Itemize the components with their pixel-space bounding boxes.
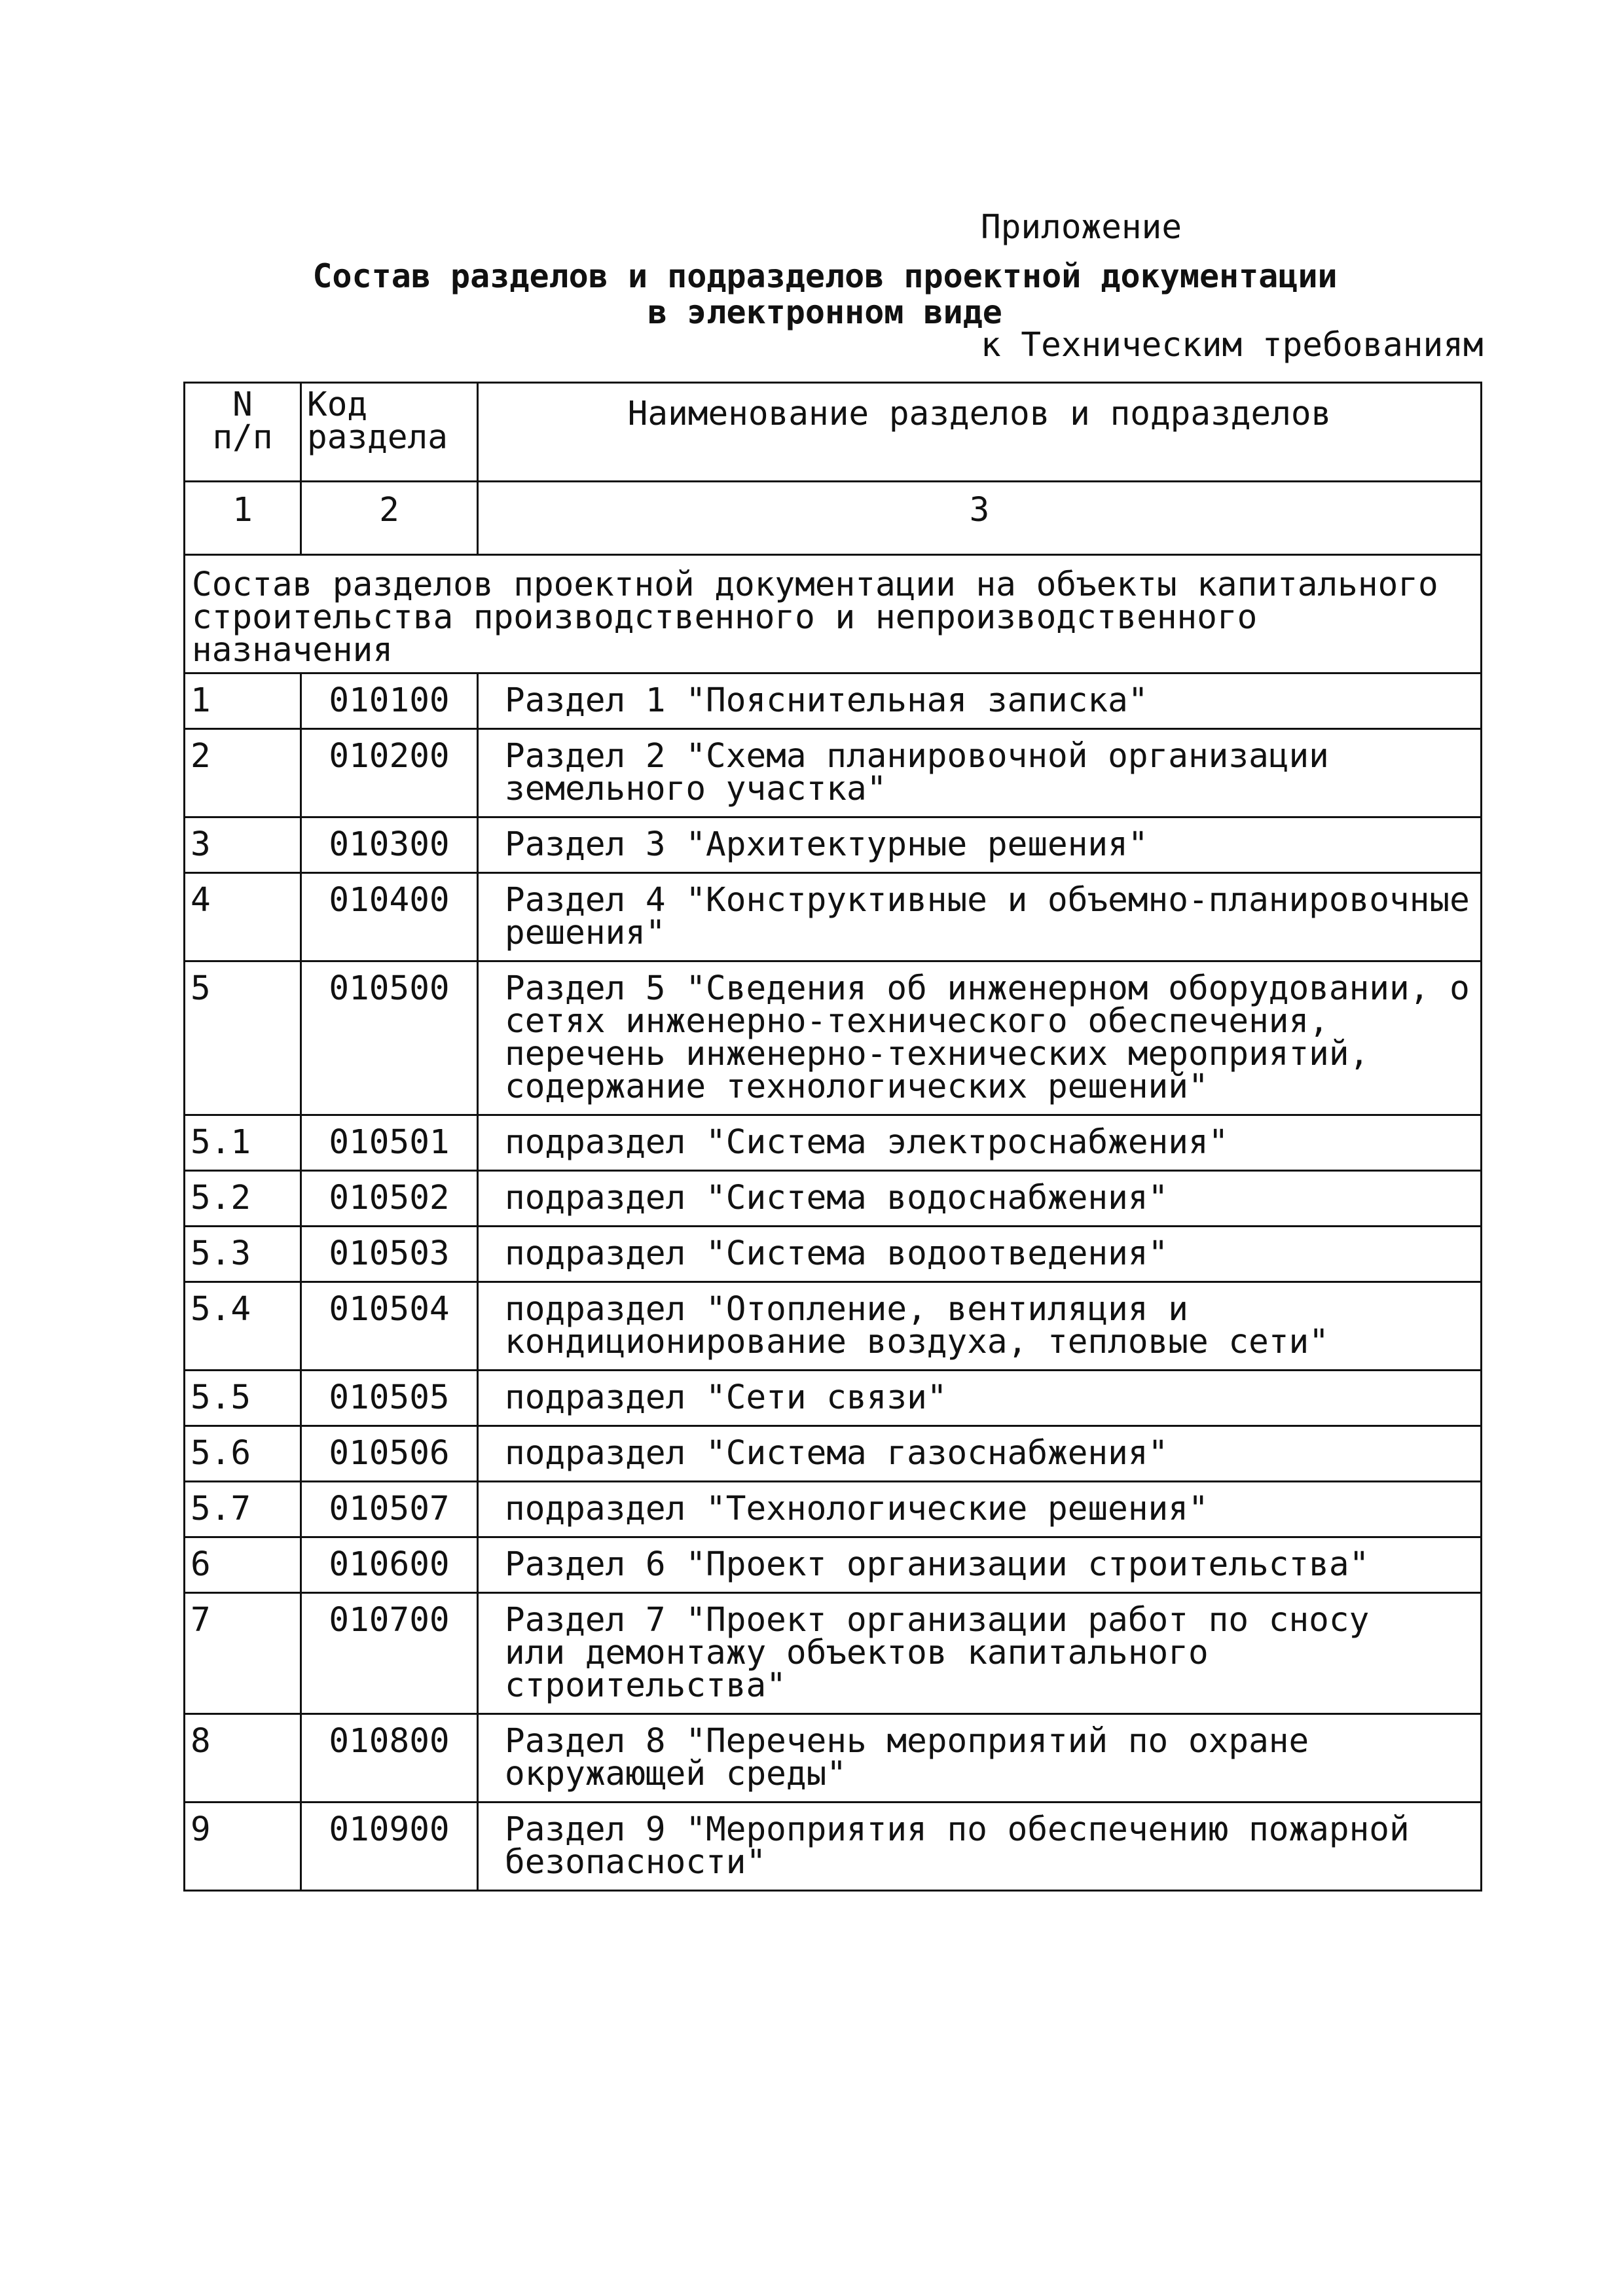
section-code: 010503 [301,1227,478,1282]
table-row [185,1371,1482,1426]
table-row [185,873,1482,961]
section-name: Раздел 1 "Пояснительная записка" [478,673,1482,729]
table-row [185,1227,1482,1282]
section-name: Раздел 2 "Схема планировочной организации земельного участка" [478,729,1482,817]
table-row [185,1115,1482,1171]
table-row [185,1593,1482,1714]
section-code: 010100 [301,673,478,729]
row-number: 4 [185,873,301,961]
section-name: Раздел 7 "Проект организации работ по сносу или демонтажу объектов капитального строительства" [478,1593,1482,1714]
table-row [185,1482,1482,1537]
table-row [185,1803,1482,1891]
section-name: подраздел "Система газоснабжения" [478,1426,1482,1482]
row-number: 5 [185,961,301,1115]
header-code: Код раздела [301,383,478,482]
table-row [185,961,1482,1115]
table-row [185,729,1482,817]
row-number: 6 [185,1537,301,1593]
section-code: 010400 [301,873,478,961]
section-code: 010507 [301,1482,478,1537]
section-name: подраздел "Сети связи" [478,1371,1482,1426]
table-row [185,817,1482,873]
section-code: 010800 [301,1714,478,1803]
section-name: Раздел 6 "Проект организации строительства" [478,1537,1482,1593]
section-name: Раздел 8 "Перечень мероприятий по охране окружающей среды" [478,1714,1482,1803]
header-row [185,383,1482,482]
section-code: 010500 [301,961,478,1115]
title-line-1: Состав разделов и подразделов проектной документации [312,257,1338,295]
title-line-2: в электронном виде [647,293,1002,331]
row-number: 5.2 [185,1171,301,1227]
appendix-line-1: Приложение [981,208,1182,247]
section-code: 010600 [301,1537,478,1593]
table-row [185,1282,1482,1371]
table-row [185,1537,1482,1593]
section-name: Раздел 5 "Сведения об инженерном оборудовании, о сетях инженерно-технического обеспечения, перечень инженерно-технических мероприятий, содержание технологических решений" [478,961,1482,1115]
group-heading: Состав разделов проектной документации на объекты капитального строительства производственного и непроизводственного назначения [185,555,1482,673]
section-name: подраздел "Система водоотведения" [478,1227,1482,1282]
table-row [185,1171,1482,1227]
column-numbering-row [185,482,1482,555]
appendix-line-2: к Техническим требованиям [981,326,1484,365]
header-name: Наименование разделов и подразделов [478,383,1482,482]
section-name: Раздел 9 "Мероприятия по обеспечению пожарной безопасности" [478,1803,1482,1891]
section-name: подраздел "Отопление, вентиляция и кондиционирование воздуха, тепловые сети" [478,1282,1482,1371]
section-code: 010505 [301,1371,478,1426]
header-number: N п/п [185,383,301,482]
row-number: 3 [185,817,301,873]
column-number-1: 1 [185,482,301,555]
row-number: 5.3 [185,1227,301,1282]
section-code: 010504 [301,1282,478,1371]
row-number: 5.6 [185,1426,301,1482]
table-row [185,673,1482,729]
section-code: 010502 [301,1171,478,1227]
section-name: Раздел 3 "Архитектурные решения" [478,817,1482,873]
row-number: 1 [185,673,301,729]
section-code: 010900 [301,1803,478,1891]
section-code: 010200 [301,729,478,817]
row-number: 5.1 [185,1115,301,1171]
row-number: 8 [185,1714,301,1803]
section-name: подраздел "Система водоснабжения" [478,1171,1482,1227]
row-number: 5.7 [185,1482,301,1537]
row-number: 5.5 [185,1371,301,1426]
row-number: 7 [185,1593,301,1714]
sections-table [183,382,1482,1892]
row-number: 2 [185,729,301,817]
column-number-2: 2 [301,482,478,555]
section-name: Раздел 4 "Конструктивные и объемно-планировочные решения" [478,873,1482,961]
section-code: 010506 [301,1426,478,1482]
row-number: 5.4 [185,1282,301,1371]
section-name: подраздел "Система электроснабжения" [478,1115,1482,1171]
table-row [185,1426,1482,1482]
document-title [183,259,1467,331]
section-code: 010700 [301,1593,478,1714]
section-name: подраздел "Технологические решения" [478,1482,1482,1537]
section-code: 010300 [301,817,478,873]
column-number-3: 3 [478,482,1482,555]
section-code: 010501 [301,1115,478,1171]
group-heading-row [185,555,1482,673]
row-number: 9 [185,1803,301,1891]
table-row [185,1714,1482,1803]
